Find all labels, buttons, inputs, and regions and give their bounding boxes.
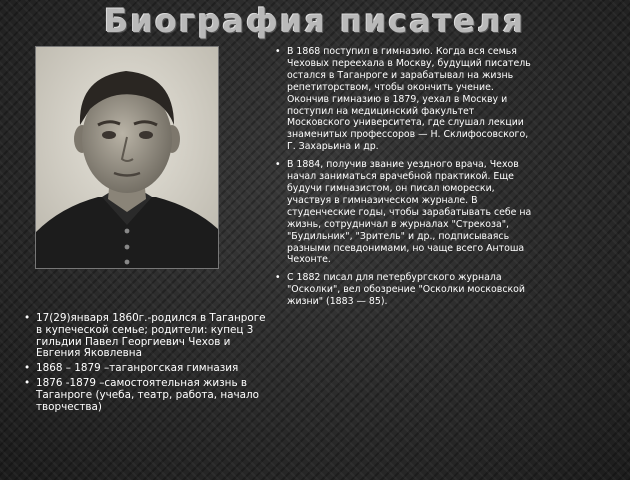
list-item-text: В 1868 поступил в гимназию. Когда вся семья Чеховых переехала в Москву, будущий писатель остался в Таганроге и зарабатывал на жизнь репетиторством, чтобы окончить учение. Окончив гимназию в 1879, уехал в Москву и поступил на медицинский факультет Московского университета, где слушал лекции знаменитых профессоров — Н. Склифосовского, Г. Захарьина и др.	[287, 46, 531, 153]
bullet-icon: •	[275, 46, 281, 57]
bullet-icon: •	[24, 376, 31, 389]
portrait-image	[36, 47, 218, 268]
list-item	[275, 159, 537, 266]
bullet-icon: •	[24, 312, 31, 324]
list-item	[275, 46, 537, 153]
bullet-icon: •	[24, 362, 31, 375]
list-item	[24, 378, 274, 413]
slide-edge	[630, 0, 640, 480]
portrait-photo	[35, 46, 219, 269]
list-item-text: В 1884, получив звание уездного врача, Чехов начал заниматься врачебной практикой. Еще будучи гимназистом, он писал юморески, участвуя в гимназическом журнале. В студенческие годы, чтобы зарабатывать себе на жизнь, сотрудничал в журналах "Стрекоза", "Будильник", "Зритель" и др., подписываясь разными псевдонимами, но чаще всего Антоша Чехонте.	[287, 159, 532, 266]
list-item-text: С 1882 писал для петербургского журнала "Осколки", вел обозрение "Осколки московской жизни" (1883 — 85).	[287, 272, 525, 308]
list-item-text: 1876 -1879 –самостоятельная жизнь в Таганроге (учеба, театр, работа, начало творчества)	[36, 376, 260, 413]
list-item	[275, 272, 537, 308]
list-item-text: 17(29)января 1860г.-родился в Таганроге в купеческой семье; родители: купец 3 гильдии Павел Георгиевич Чехов и Евгения Яковлевна	[36, 312, 266, 360]
list-item	[24, 313, 274, 360]
list-item-text: 1868 – 1879 –таганрогская гимназия	[36, 362, 239, 375]
right-bullet-list	[275, 46, 537, 314]
page-title: Биография писателя	[104, 2, 526, 40]
bullet-icon: •	[275, 159, 281, 171]
left-bullet-list	[24, 313, 274, 416]
bullet-icon: •	[275, 272, 281, 284]
list-item	[24, 363, 274, 375]
